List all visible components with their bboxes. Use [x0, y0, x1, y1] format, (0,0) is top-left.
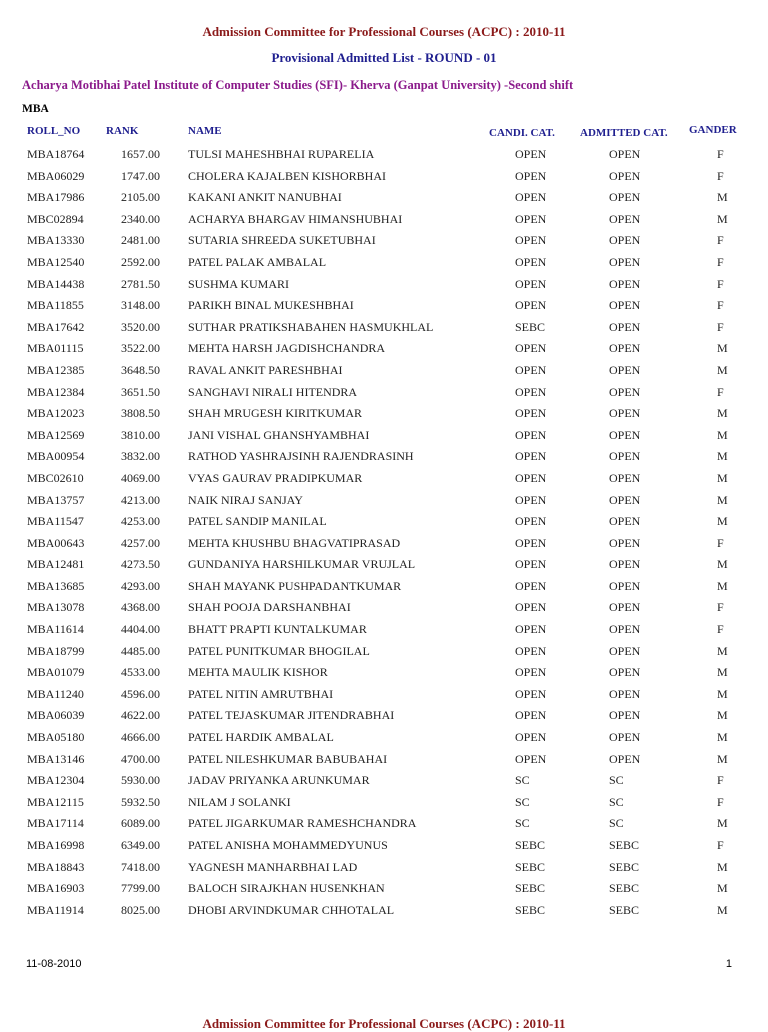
cell-name: SUTARIA SHREEDA SUKETUBHAI: [188, 233, 376, 248]
cell-rank: 4622.00: [121, 708, 160, 723]
cell-candidate-category: SC: [515, 773, 530, 788]
cell-roll-no: MBA01079: [27, 665, 85, 680]
cell-admitted-category: OPEN: [609, 427, 641, 442]
cell-gender: M: [717, 751, 728, 766]
cell-gender: M: [717, 730, 728, 745]
cell-roll-no: MBA12023: [27, 406, 85, 421]
cell-name: PATEL PALAK AMBALAL: [188, 254, 327, 269]
cell-roll-no: MBA00954: [27, 449, 85, 464]
table-row: [0, 337, 768, 359]
cell-candidate-category: OPEN: [515, 233, 547, 248]
cell-gender: F: [717, 535, 724, 550]
cell-admitted-category: OPEN: [609, 665, 641, 680]
cell-name: KAKANI ANKIT NANUBHAI: [188, 190, 342, 205]
cell-candidate-category: OPEN: [515, 600, 547, 615]
cell-name: SUTHAR PRATIKSHABAHEN HASMUKHLAL: [188, 319, 434, 334]
table-row: [0, 165, 768, 187]
cell-admitted-category: OPEN: [609, 298, 641, 313]
cell-roll-no: MBA12384: [27, 384, 85, 399]
cell-name: CHOLERA KAJALBEN KISHORBHAI: [188, 168, 387, 183]
cell-candidate-category: SEBC: [515, 881, 546, 896]
table-row: [0, 467, 768, 489]
cell-gender: M: [717, 341, 728, 356]
cell-admitted-category: SC: [609, 816, 624, 831]
cell-admitted-category: SEBC: [609, 838, 640, 852]
cell-rank: 8025.00: [121, 902, 160, 917]
cell-rank: 2105.00: [121, 190, 160, 205]
cell-rank: 1657.00: [121, 147, 160, 161]
cell-candidate-category: OPEN: [515, 384, 547, 399]
cell-rank: 3651.50: [121, 384, 160, 399]
cell-admitted-category: OPEN: [609, 384, 641, 399]
cell-roll-no: MBA01115: [27, 341, 84, 356]
cell-name: ACHARYA BHARGAV HIMANSHUBHAI: [188, 211, 403, 226]
cell-gender: F: [717, 319, 724, 334]
cell-candidate-category: OPEN: [515, 514, 547, 529]
cell-roll-no: MBA16903: [27, 881, 85, 896]
cell-candidate-category: SEBC: [515, 859, 546, 874]
cell-rank: 4253.00: [121, 514, 160, 529]
cell-gender: F: [717, 276, 724, 291]
table-row: [0, 294, 768, 316]
table-row: [0, 316, 768, 338]
cell-admitted-category: OPEN: [609, 449, 641, 464]
cell-candidate-category: OPEN: [515, 686, 547, 701]
cell-name: PATEL HARDIK AMBALAL: [188, 730, 334, 745]
cell-roll-no: MBA12540: [27, 254, 85, 269]
cell-roll-no: MBA06029: [27, 168, 85, 183]
cell-name: VYAS GAURAV PRADIPKUMAR: [188, 470, 363, 485]
table-row: [0, 726, 768, 748]
next-page-title: Admission Committee for Professional Courses (ACPC) : 2010-11: [202, 1016, 566, 1031]
cell-name: NAIK NIRAJ SANJAY: [188, 492, 303, 507]
cell-gender: F: [717, 147, 724, 161]
table-row: [0, 618, 768, 640]
cell-roll-no: MBA11855: [27, 298, 84, 313]
cell-candidate-category: OPEN: [515, 168, 547, 183]
cell-admitted-category: OPEN: [609, 319, 641, 334]
cell-roll-no: MBA16998: [27, 838, 85, 852]
cell-gender: M: [717, 859, 728, 874]
cell-gender: M: [717, 427, 728, 442]
cell-name: SANGHAVI NIRALI HITENDRA: [188, 384, 358, 399]
cell-gender: F: [717, 168, 724, 183]
cell-rank: 5932.50: [121, 794, 160, 809]
cell-rank: 4213.00: [121, 492, 160, 507]
cell-rank: 4596.00: [121, 686, 160, 701]
cell-rank: 6089.00: [121, 816, 160, 831]
table-row: [0, 402, 768, 424]
column-header-name: NAME: [188, 125, 222, 137]
table-row: [0, 445, 768, 467]
institute-name: Acharya Motibhai Patel Institute of Computer Studies (SFI)- Kherva (Ganpat University) -Second shift: [22, 78, 574, 92]
cell-name: RATHOD YASHRAJSINH RAJENDRASINH: [188, 449, 414, 464]
cell-roll-no: MBA17114: [27, 816, 84, 831]
cell-rank: 4404.00: [121, 622, 160, 637]
cell-candidate-category: OPEN: [515, 211, 547, 226]
cell-rank: 5930.00: [121, 773, 160, 788]
cell-rank: 3520.00: [121, 319, 160, 334]
cell-gender: M: [717, 686, 728, 701]
cell-gender: M: [717, 708, 728, 723]
cell-candidate-category: OPEN: [515, 406, 547, 421]
cell-gender: M: [717, 190, 728, 205]
table-row: [0, 359, 768, 381]
cell-name: SHAH MAYANK PUSHPADANTKUMAR: [188, 578, 402, 593]
cell-name: PATEL JIGARKUMAR RAMESHCHANDRA: [188, 816, 417, 831]
cell-roll-no: MBA17986: [27, 190, 85, 205]
cell-admitted-category: OPEN: [609, 730, 641, 745]
cell-name: SHAH POOJA DARSHANBHAI: [188, 600, 351, 615]
cell-roll-no: MBA13757: [27, 492, 85, 507]
cell-name: DHOBI ARVINDKUMAR CHHOTALAL: [188, 902, 395, 917]
table-row: [0, 575, 768, 597]
cell-rank: 6349.00: [121, 838, 160, 852]
cell-admitted-category: SEBC: [609, 881, 640, 896]
cell-name: BALOCH SIRAJKHAN HUSENKHAN: [188, 881, 385, 896]
cell-roll-no: MBA18843: [27, 859, 85, 874]
cell-admitted-category: OPEN: [609, 168, 641, 183]
cell-name: PARIKH BINAL MUKESHBHAI: [188, 298, 354, 313]
cell-gender: M: [717, 406, 728, 421]
cell-name: JADAV PRIYANKA ARUNKUMAR: [188, 773, 370, 788]
cell-roll-no: MBC02894: [27, 211, 84, 226]
cell-roll-no: MBA13146: [27, 751, 85, 766]
cell-name: PATEL PUNITKUMAR BHOGILAL: [188, 643, 370, 658]
cell-roll-no: MBC02610: [27, 470, 84, 485]
cell-name: BHATT PRAPTI KUNTALKUMAR: [188, 622, 367, 637]
cell-candidate-category: SC: [515, 816, 530, 831]
cell-rank: 4273.50: [121, 557, 160, 572]
cell-name: PATEL NITIN AMRUTBHAI: [188, 686, 334, 701]
cell-rank: 2781.50: [121, 276, 160, 291]
cell-gender: M: [717, 514, 728, 529]
cell-candidate-category: SEBC: [515, 902, 546, 917]
cell-admitted-category: OPEN: [609, 470, 641, 485]
cell-gender: M: [717, 902, 728, 917]
cell-admitted-category: OPEN: [609, 233, 641, 248]
cell-rank: 3148.00: [121, 298, 160, 313]
cell-admitted-category: OPEN: [609, 362, 641, 377]
cell-roll-no: MBA12569: [27, 427, 85, 442]
cell-candidate-category: OPEN: [515, 147, 547, 161]
cell-candidate-category: OPEN: [515, 492, 547, 507]
cell-gender: M: [717, 816, 728, 831]
table-row: [0, 510, 768, 532]
cell-rank: 3832.00: [121, 449, 160, 464]
cell-roll-no: MBA11914: [27, 902, 84, 917]
cell-admitted-category: OPEN: [609, 147, 641, 161]
table-row: [0, 834, 768, 856]
table-row: [0, 640, 768, 662]
cell-admitted-category: OPEN: [609, 406, 641, 421]
cell-rank: 3810.00: [121, 427, 160, 442]
cell-candidate-category: OPEN: [515, 254, 547, 269]
cell-name: MEHTA HARSH JAGDISHCHANDRA: [188, 341, 386, 356]
table-row: [0, 424, 768, 446]
cell-gender: F: [717, 622, 724, 637]
cell-gender: M: [717, 211, 728, 226]
table-row: [0, 532, 768, 554]
cell-rank: 4666.00: [121, 730, 160, 745]
cell-gender: F: [717, 254, 724, 269]
cell-admitted-category: OPEN: [609, 254, 641, 269]
cell-name: GUNDANIYA HARSHILKUMAR VRUJLAL: [188, 557, 416, 572]
cell-gender: M: [717, 449, 728, 464]
cell-gender: F: [717, 384, 724, 399]
cell-rank: 4069.00: [121, 470, 160, 485]
cell-candidate-category: SEBC: [515, 838, 546, 852]
table-row: [0, 812, 768, 834]
cell-rank: 2340.00: [121, 211, 160, 226]
cell-rank: 1747.00: [121, 168, 160, 183]
table-row: [0, 273, 768, 295]
table-row: [0, 791, 768, 813]
cell-candidate-category: OPEN: [515, 298, 547, 313]
table-row: [0, 769, 768, 791]
cell-gender: M: [717, 665, 728, 680]
cell-rank: 4293.00: [121, 578, 160, 593]
cell-name: MEHTA MAULIK KISHOR: [188, 665, 328, 680]
cell-roll-no: MBA13685: [27, 578, 85, 593]
cell-rank: 3808.50: [121, 406, 160, 421]
cell-rank: 4368.00: [121, 600, 160, 615]
cell-candidate-category: OPEN: [515, 427, 547, 442]
cell-roll-no: MBA11614: [27, 622, 84, 637]
cell-roll-no: MBA12481: [27, 557, 85, 572]
cell-admitted-category: OPEN: [609, 211, 641, 226]
cell-candidate-category: OPEN: [515, 643, 547, 658]
table-row: [0, 899, 768, 921]
cell-name: TULSI MAHESHBHAI RUPARELIA: [188, 147, 375, 161]
cell-gender: F: [717, 600, 724, 615]
table-row: [0, 251, 768, 273]
cell-roll-no: MBA00643: [27, 535, 85, 550]
cell-rank: 7418.00: [121, 859, 160, 874]
cell-candidate-category: OPEN: [515, 708, 547, 723]
cell-candidate-category: SEBC: [515, 319, 546, 334]
cell-admitted-category: OPEN: [609, 341, 641, 356]
cell-candidate-category: OPEN: [515, 362, 547, 377]
cell-roll-no: MBA17642: [27, 319, 85, 334]
cell-rank: 2481.00: [121, 233, 160, 248]
cell-rank: 4533.00: [121, 665, 160, 680]
cell-rank: 4257.00: [121, 535, 160, 550]
cell-gender: M: [717, 881, 728, 896]
cell-roll-no: MBA18799: [27, 643, 85, 658]
admitted-list-table: [0, 143, 768, 920]
cell-candidate-category: OPEN: [515, 535, 547, 550]
cell-admitted-category: OPEN: [609, 578, 641, 593]
cell-name: MEHTA KHUSHBU BHAGVATIPRASAD: [188, 535, 401, 550]
cell-admitted-category: OPEN: [609, 557, 641, 572]
cell-roll-no: MBA18764: [27, 147, 85, 161]
cell-roll-no: MBA12385: [27, 362, 85, 377]
cell-gender: M: [717, 557, 728, 572]
cell-name: YAGNESH MANHARBHAI LAD: [188, 859, 358, 874]
cell-rank: 4700.00: [121, 751, 160, 766]
cell-name: PATEL ANISHA MOHAMMEDYUNUS: [188, 838, 388, 852]
cell-candidate-category: OPEN: [515, 578, 547, 593]
column-header-rank: RANK: [106, 125, 139, 137]
cell-name: JANI VISHAL GHANSHYAMBHAI: [188, 427, 370, 442]
cell-gender: F: [717, 298, 724, 313]
cell-roll-no: MBA13078: [27, 600, 85, 615]
cell-admitted-category: OPEN: [609, 514, 641, 529]
cell-rank: 2592.00: [121, 254, 160, 269]
cell-admitted-category: SEBC: [609, 902, 640, 917]
column-header-candidate-category: CANDI. CAT.: [489, 127, 555, 139]
page-number: 1: [725, 958, 732, 970]
cell-admitted-category: OPEN: [609, 190, 641, 205]
cell-gender: M: [717, 643, 728, 658]
table-row: [0, 877, 768, 899]
cell-gender: M: [717, 492, 728, 507]
cell-admitted-category: OPEN: [609, 600, 641, 615]
cell-candidate-category: OPEN: [515, 341, 547, 356]
table-row: [0, 229, 768, 251]
cell-gender: F: [717, 838, 724, 852]
table-row: [0, 489, 768, 511]
cell-roll-no: MBA12115: [27, 794, 84, 809]
cell-gender: F: [717, 794, 724, 809]
column-header-roll-no: ROLL_NO: [27, 125, 81, 137]
document-subtitle: Provisional Admitted List - ROUND - 01: [271, 50, 497, 65]
cell-admitted-category: OPEN: [609, 708, 641, 723]
cell-rank: 3522.00: [121, 341, 160, 356]
table-row: [0, 553, 768, 575]
course-name: MBA: [22, 103, 49, 115]
cell-admitted-category: OPEN: [609, 622, 641, 637]
cell-candidate-category: OPEN: [515, 751, 547, 766]
cell-admitted-category: OPEN: [609, 751, 641, 766]
cell-candidate-category: OPEN: [515, 730, 547, 745]
column-header-admitted-category: ADMITTED CAT.: [580, 127, 668, 139]
cell-candidate-category: OPEN: [515, 276, 547, 291]
cell-roll-no: MBA05180: [27, 730, 85, 745]
cell-name: SHAH MRUGESH KIRITKUMAR: [188, 406, 363, 421]
document-title: Admission Committee for Professional Courses (ACPC) : 2010-11: [202, 24, 566, 39]
table-row: [0, 208, 768, 230]
cell-rank: 4485.00: [121, 643, 160, 658]
cell-admitted-category: OPEN: [609, 276, 641, 291]
cell-admitted-category: SC: [609, 794, 624, 809]
cell-name: PATEL TEJASKUMAR JITENDRABHAI: [188, 708, 395, 723]
cell-roll-no: MBA13330: [27, 233, 85, 248]
cell-name: RAVAL ANKIT PARESHBHAI: [188, 362, 343, 377]
cell-gender: M: [717, 578, 728, 593]
cell-roll-no: MBA11240: [27, 686, 84, 701]
table-row: [0, 143, 768, 165]
cell-rank: 7799.00: [121, 881, 160, 896]
table-row: [0, 683, 768, 705]
cell-candidate-category: OPEN: [515, 190, 547, 205]
table-row: [0, 596, 768, 618]
cell-roll-no: MBA11547: [27, 514, 84, 529]
table-row: [0, 748, 768, 770]
cell-candidate-category: OPEN: [515, 449, 547, 464]
cell-admitted-category: OPEN: [609, 643, 641, 658]
cell-admitted-category: SC: [609, 773, 624, 788]
cell-gender: M: [717, 470, 728, 485]
cell-name: PATEL SANDIP MANILAL: [188, 514, 327, 529]
cell-gender: F: [717, 233, 724, 248]
table-row: [0, 381, 768, 403]
cell-gender: F: [717, 773, 724, 788]
cell-admitted-category: SEBC: [609, 859, 640, 874]
cell-rank: 3648.50: [121, 362, 160, 377]
cell-candidate-category: SC: [515, 794, 530, 809]
cell-candidate-category: OPEN: [515, 622, 547, 637]
cell-name: SUSHMA KUMARI: [188, 276, 290, 291]
cell-name: PATEL NILESHKUMAR BABUBAHAI: [188, 751, 388, 766]
table-row: [0, 856, 768, 878]
cell-candidate-category: OPEN: [515, 665, 547, 680]
cell-admitted-category: OPEN: [609, 686, 641, 701]
cell-candidate-category: OPEN: [515, 557, 547, 572]
column-header-gender: GANDER: [689, 124, 737, 136]
footer-date: 11-08-2010: [26, 958, 82, 970]
cell-roll-no: MBA12304: [27, 773, 85, 788]
table-row: [0, 186, 768, 208]
table-row: [0, 704, 768, 726]
cell-name: NILAM J SOLANKI: [188, 794, 291, 809]
cell-roll-no: MBA14438: [27, 276, 85, 291]
cell-roll-no: MBA06039: [27, 708, 85, 723]
table-row: [0, 661, 768, 683]
cell-candidate-category: OPEN: [515, 470, 547, 485]
cell-admitted-category: OPEN: [609, 535, 641, 550]
cell-gender: M: [717, 362, 728, 377]
cell-admitted-category: OPEN: [609, 492, 641, 507]
